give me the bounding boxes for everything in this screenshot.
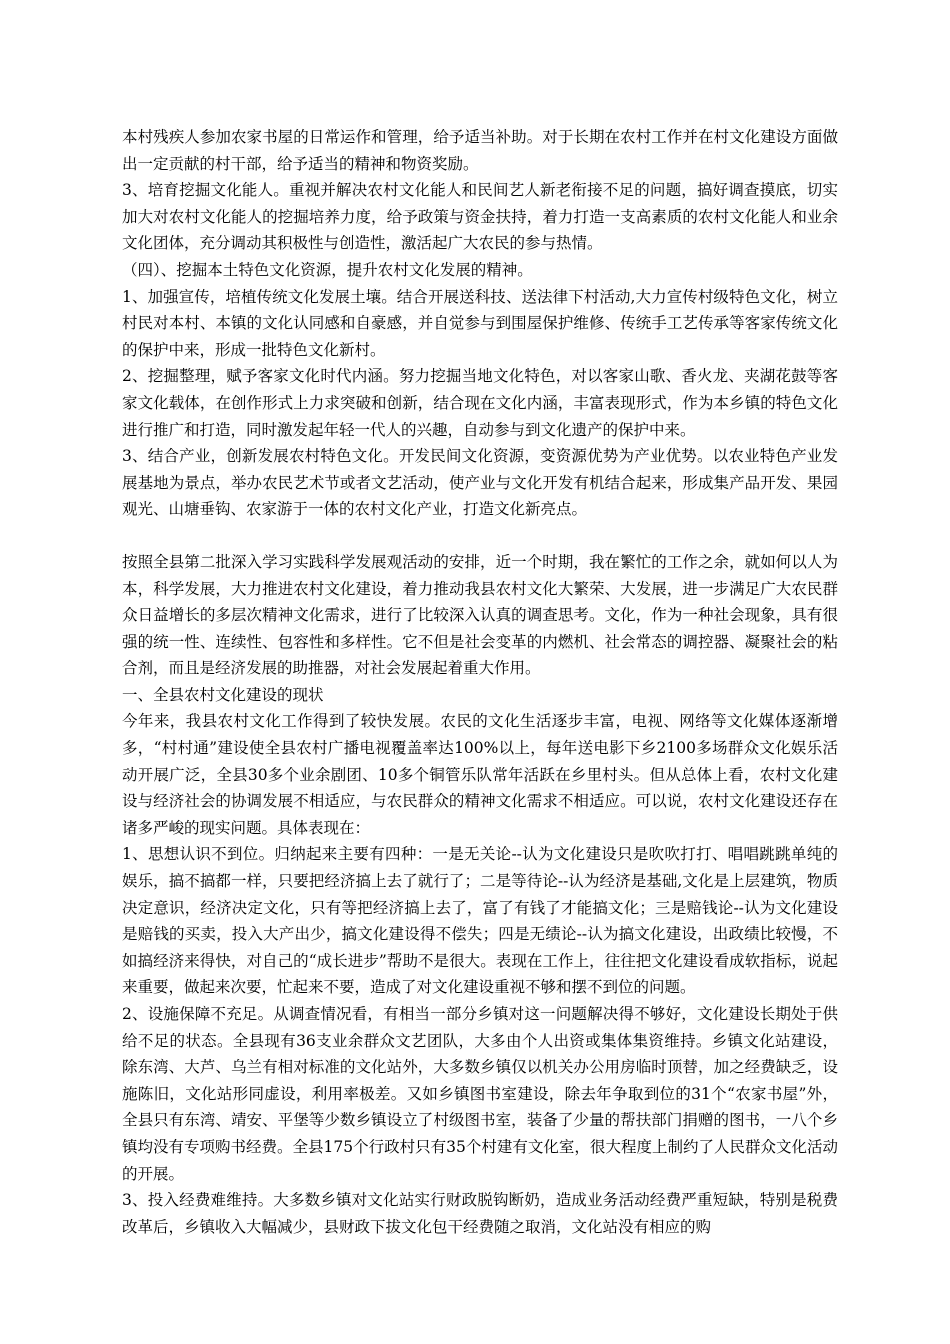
document-page (122, 124, 838, 1240)
paragraph-facilities: 2、设施保障不充足。从调查情况看，有相当一部分乡镇对这一问题解决得不够好，文化建设长期处于供给不足的状态。全县现有36支业余群众文艺团队，大多由个人出资或集体集资维持。乡镇文化站建设，除东湾、大芦、乌兰有相对标准的文化站外，大多数乡镇仅以机关办公用房临时顶替，加之经费缺乏，设施陈旧，文化站形同虚设，利用率极差。又如乡镇图书室建设，除去年争取到位的31个“农家书屋”外，全县只有东湾、靖安、平堡等少数乡镇设立了村级图书室，装备了少量的帮扶部门捐赠的图书，一八个乡镇均没有专项购书经费。全县175个行政村只有35个村建有文化室，很大程度上制约了人民群众文化活动的开展。 (122, 1005, 838, 1183)
paragraph-cultural-talents: 3、培育挖掘文化能人。重视并解决农村文化能人和民间艺人新老衔接不足的问题，搞好调查摸底，切实加大对农村文化能人的挖掘培养力度，给予政策与资金扶持，着力打造一支高素质的农村文化能人和业余文化团体，充分调动其积极性与创造性，激活起广大农民的参与热情。 (122, 181, 838, 253)
paragraph-disabled-villagers: 本村残疾人参加农家书屋的日常运作和管理，给予适当补助。对于长期在农村工作并在村文化建设方面做出一定贡献的村干部，给予适当的精神和物资奖励。 (122, 128, 838, 173)
paragraph-current-status: 今年来，我县农村文化工作得到了较快发展。农民的文化生活逐步丰富，电视、网络等文化媒体逐渐增多，“村村通”建设使全县农村广播电视覆盖率达100%以上，每年送电影下乡2100多场群众文化娱乐活动开展广泛，全县30多个业余剧团、10多个铜管乐队常年活跃在乡里村头。但从总体上看，农村文化建设与经济社会的协调发展不相适应，与农民群众的精神文化需求不相适应。可以说，农村文化建设还存在诸多严峻的现实问题。具体表现在： (122, 712, 838, 837)
section-heading-four: （四）、挖掘本土特色文化资源，提升农村文化发展的精神。 (122, 260, 533, 279)
paragraph-funding: 3、投入经费难维持。大多数乡镇对文化站实行财政脱钩断奶，造成业务活动经费严重短缺，特别是税费改革后，乡镇收入大幅减少，县财政下拔文化包干经费随之取消，文化站没有相应的购 (122, 1191, 838, 1236)
paragraph-industry: 3、结合产业，创新发展农村特色文化。开发民间文化资源，变资源优势为产业优势。以农业特色产业发展基地为景点，举办农民艺术节或者文艺活动，使产业与文化开发有机结合起来，形成集产品开发、果园观光、山塘垂钩、农家游于一体的农村文化产业，打造文化新亮点。 (122, 447, 838, 519)
paragraph-promotion: 1、加强宣传，培植传统文化发展土壤。结合开展送科技、送法律下村活动,大力宣传村级特色文化，树立村民对本村、本镇的文化认同感和自豪感，并自觉参与到围屋保护维修、传统手工艺传承等客家传统文化的保护中来，形成一批特色文化新村。 (122, 287, 838, 359)
section-heading-one: 一、全县农村文化建设的现状 (122, 685, 324, 704)
paragraph-introduction: 按照全县第二批深入学习实践科学发展观活动的安排，近一个时期，我在繁忙的工作之余，就如何以人为本，科学发展，大力推进农村文化建设，着力推动我县农村文化大繁荣、大发展，进一步满足广大农民群众日益增长的多层次精神文化需求，进行了比较深入认真的调查思考。文化，作为一种社会现象，具有很强的统一性、连续性、包容性和多样性。它不但是社会变革的内燃机、社会常态的调控器、凝聚社会的粘合剂，而且是经济发展的助推器，对社会发展起着重大作用。 (122, 552, 838, 678)
paragraph-hakka-culture: 2、挖掘整理，赋予客家文化时代内涵。努力挖掘当地文化特色，对以客家山歌、香火龙、夹湖花鼓等客家文化载体，在创作形式上力求突破和创新，结合现在文化内涵，丰富表现形式，作为本乡镇的特色文化进行推广和打造，同时激发起年轻一代人的兴趣，自动参与到文化遗产的保护中来。 (122, 367, 838, 439)
blank-line (122, 523, 838, 549)
paragraph-awareness: 1、思想认识不到位。归纳起来主要有四种：一是无关论--认为文化建设只是吹吹打打、唱唱跳跳单纯的娱乐，搞不搞都一样，只要把经济搞上去了就行了；二是等待论--认为经济是基础,文化是上层建筑，物质决定意识，经济决定文化，只有等把经济搞上去了，富了有钱了才能搞文化；三是赔钱论--认为文化建设是赔钱的买卖，投入大产出少，搞文化建设得不偿失；四是无绩论--认为搞文化建设，出政绩比较慢，不如搞经济来得快，对自己的“成长进步”帮助不是很大。表现在工作上，往往把文化建设看成软指标，说起来重要，做起来次要，忙起来不要，造成了对文化建设重视不够和摆不到位的问题。 (122, 845, 838, 997)
